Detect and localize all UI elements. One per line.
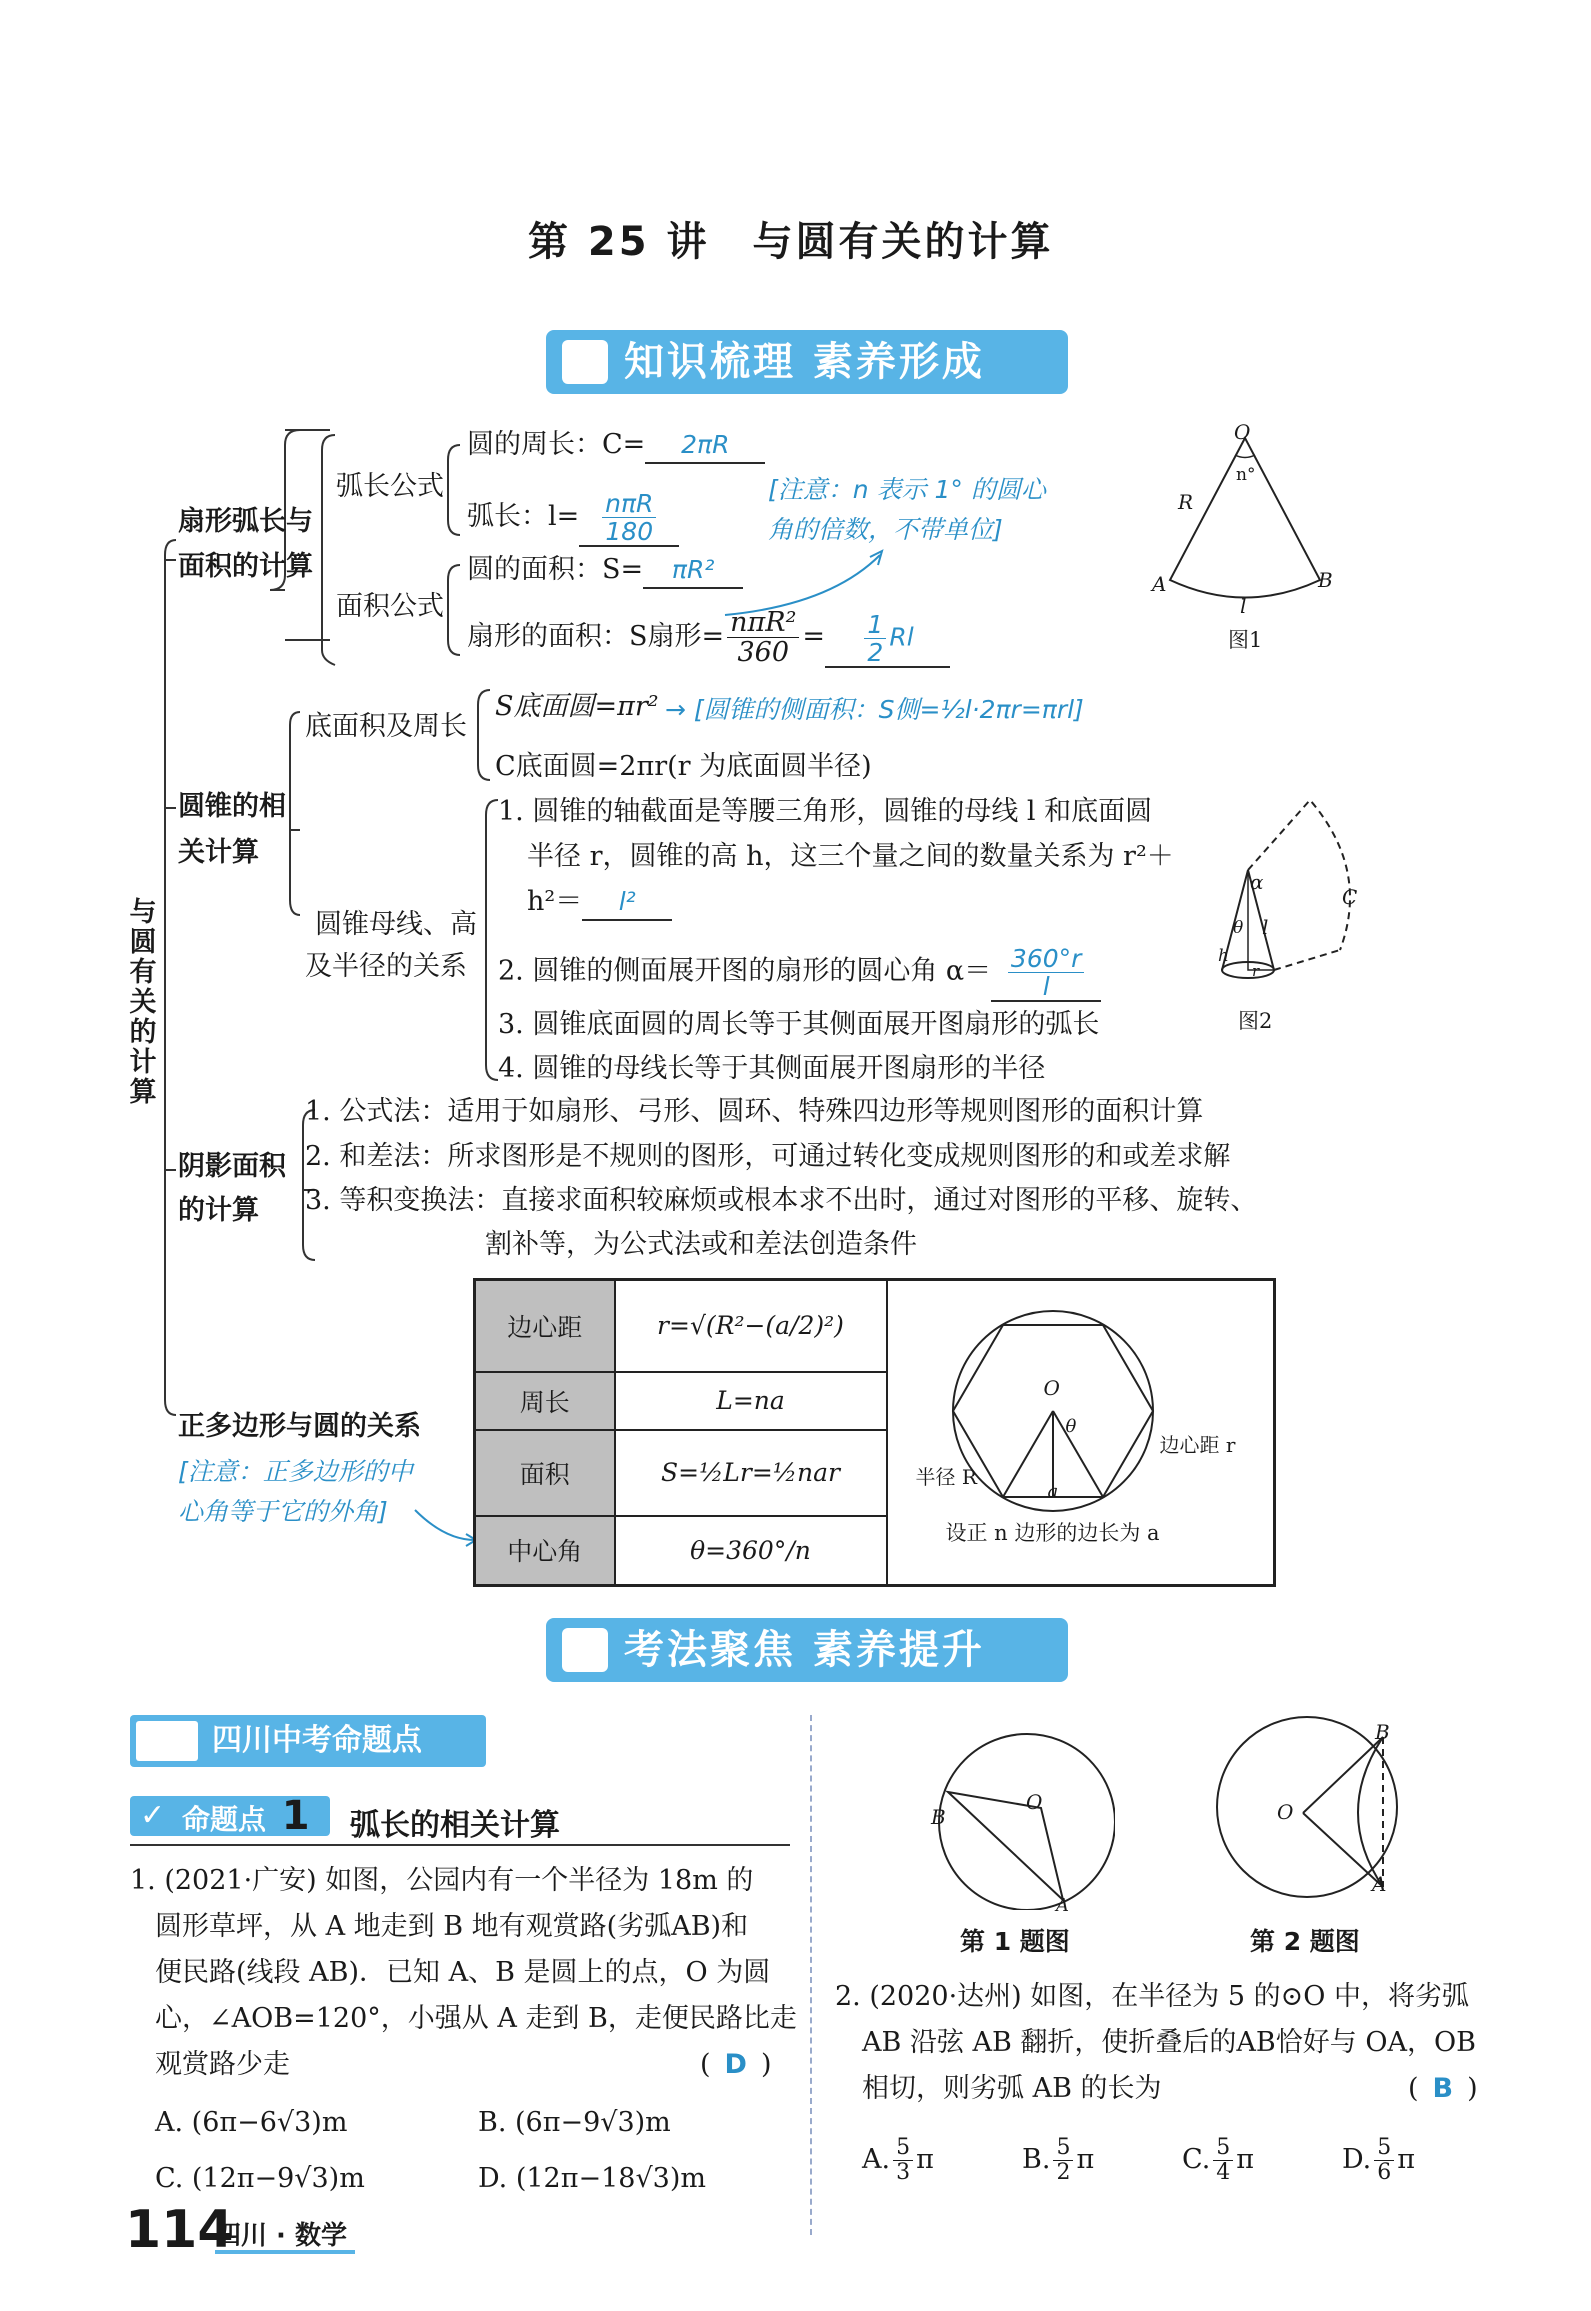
row-central-angle-name: 中心角 <box>475 1516 615 1586</box>
q1-line-3: 便民路(线段 AB)．已知 A、B 是圆上的点，O 为圆 <box>155 1957 771 1988</box>
base-area: S底面圆=πr² <box>495 691 659 722</box>
q1-answer: D <box>724 2049 747 2080</box>
q2-bracket-left: ( <box>1408 2073 1419 2104</box>
fig1-B: B <box>1318 568 1333 592</box>
polygon-note-2: 心角等于它的外角] <box>178 1497 388 1526</box>
sector-den: 360 <box>737 637 790 668</box>
cone-item-2 <box>498 945 1101 1002</box>
proposition-badge <box>130 1793 330 1839</box>
q2-opt-d-tail: π <box>1397 2144 1416 2175</box>
q1-option-a[interactable]: A. (6π−6√3)m <box>155 2107 348 2138</box>
q2-bracket-right: ) <box>1467 2073 1478 2104</box>
shadow-method-2: 2. 和差法：所求图形是不规则的图形，可通过转化变成规则图形的和或差求解 <box>305 1141 1231 1172</box>
poly-fig-theta: θ <box>1065 1416 1077 1437</box>
row-area-name: 面积 <box>475 1430 615 1516</box>
polygon-figure-cell <box>887 1280 1275 1586</box>
page-number: 114 <box>125 2200 234 2260</box>
cone-item-1a: 1. 圆锥的轴截面是等腰三角形，圆锥的母线 l 和底面圆 <box>498 796 1153 827</box>
poly-fig-apothem: 边心距 r <box>1159 1433 1236 1457</box>
q2-answer: B <box>1432 2073 1454 2104</box>
proposition-label: 命题点 <box>182 1803 267 1836</box>
sector-area-text: 扇形的面积：S扇形= <box>467 621 725 652</box>
stairs-icon <box>562 1628 608 1672</box>
sector-heading-2: 面积的计算 <box>178 551 313 582</box>
footer-text: 四川 · 数学 <box>215 2221 347 2251</box>
polygon-heading: 正多边形与圆的关系 <box>178 1411 421 1442</box>
q2-opt-c-tail: π <box>1236 2144 1255 2175</box>
poly-fig-radius: 半径 R <box>915 1465 977 1489</box>
q2-opt-d-label: D. <box>1342 2144 1372 2175</box>
q2-line-2: AB 沿弦 AB 翻折，使折叠后的AB恰好与 OA，OB <box>862 2027 1476 2058</box>
q2-opt-b-tail: π <box>1076 2144 1095 2175</box>
q1-option-b[interactable]: B. (6π−9√3)m <box>478 2107 671 2138</box>
cone-item-4: 4. 圆锥的母线长等于其侧面展开图扇形的半径 <box>498 1053 1046 1084</box>
fig2-r: r <box>1252 962 1260 980</box>
arc-note-1: [注意：n 表示 1° 的圆心 <box>768 475 1046 504</box>
q2-line-3: 相切，则劣弧 AB 的长为 <box>862 2073 1162 2104</box>
fig2-l: l <box>1262 915 1269 939</box>
poly-fig-caption: 设正 n 边形的边长为 a <box>945 1521 1160 1545</box>
q2-opt-d-den: 6 <box>1377 2160 1392 2185</box>
page-title: 第 25 讲 与圆有关的计算 <box>528 219 1054 265</box>
fig1-n: n° <box>1236 465 1256 485</box>
polygon-table <box>473 1278 1276 1587</box>
q2-option-b[interactable] <box>1022 2136 1094 2185</box>
proposition-rule <box>130 1844 790 1846</box>
q1-line-4: 心，∠AOB=120°，小强从 A 走到 B，走便民路比走 <box>155 2003 797 2034</box>
row-perimeter-name: 周长 <box>475 1372 615 1430</box>
circle-area-label <box>467 553 743 589</box>
fig2-h: h <box>1218 946 1229 966</box>
slant-group-1: 圆锥母线、高 <box>315 909 477 940</box>
q2-opt-c-label: C. <box>1182 2144 1211 2175</box>
q2-opt-a-num: 5 <box>893 2136 913 2161</box>
q1-bracket-left: ( <box>700 2049 711 2080</box>
proposition-number: 1 <box>281 1793 310 1839</box>
fig-q2-O: O <box>1277 1800 1294 1824</box>
arc-length-label <box>467 490 679 547</box>
circumference-answer: 2πR <box>645 428 765 464</box>
q2-answer-bracket <box>1408 2072 1478 2106</box>
cone-item-1c <box>527 885 672 921</box>
cone-item-1b: 半径 r，圆锥的高 h，这三个量之间的数量关系为 r²＋ <box>527 841 1174 872</box>
poly-fig-a: a <box>1047 1481 1059 1502</box>
sector-ans-tail: Rl <box>889 622 914 651</box>
q2-opt-b-num: 5 <box>1053 2136 1073 2161</box>
row-perimeter-formula: L=na <box>615 1372 887 1430</box>
fig1-R: R <box>1178 490 1194 514</box>
cone-heading-2: 关计算 <box>178 837 259 868</box>
footer-underline <box>215 2250 355 2254</box>
cone-item-2-text: 2. 圆锥的侧面展开图的扇形的圆心角 α＝ <box>498 955 992 987</box>
row-central-angle-formula: θ=360°/n <box>615 1516 887 1586</box>
column-divider <box>810 1715 812 2235</box>
q1-line-2: 圆形草坪，从 A 地走到 B 地有观赏路(劣弧AB)和 <box>155 1911 749 1942</box>
fig-q1-caption: 第 1 题图 <box>960 1927 1070 1956</box>
fig-q1-A: A <box>1056 1895 1069 1916</box>
q2-option-a[interactable] <box>862 2136 934 2185</box>
fig-q1-B: B <box>931 1805 946 1829</box>
fig-q2-caption: 第 2 题图 <box>1250 1927 1360 1956</box>
sector-heading-1: 扇形弧长与 <box>178 506 313 537</box>
slant-group-2: 及半径的关系 <box>305 951 467 982</box>
cone-item-1-answer: l² <box>582 885 672 921</box>
base-group: 底面积及周长 <box>305 711 467 742</box>
circle-area-answer: πR² <box>643 553 743 589</box>
sector-ans-den: 2 <box>867 637 884 667</box>
q1-bracket-right: ) <box>760 2049 772 2080</box>
cross-arrows-icon <box>136 1721 198 1761</box>
q2-opt-b-label: B. <box>1022 2144 1051 2175</box>
cone-item-1c-text: h²＝ <box>527 886 583 917</box>
area-formula-group: 面积公式 <box>336 591 444 622</box>
q1-line-1: 1. (2021·广安) 如图，公园内有一个半径为 18m 的 <box>130 1865 754 1896</box>
q2-opt-d-num: 5 <box>1374 2136 1394 2161</box>
row-area-formula: S=½Lr=½nar <box>615 1430 887 1516</box>
fig1-caption: 图1 <box>1228 628 1263 652</box>
polygon-note-1: [注意：正多边形的中 <box>178 1457 413 1486</box>
figure-q1 <box>935 1730 1115 1910</box>
shadow-method-1: 1. 公式法：适用于如扇形、弓形、圆环、特殊四边形等规则图形的面积计算 <box>305 1096 1204 1127</box>
q2-opt-c-num: 5 <box>1213 2136 1233 2161</box>
sector-ans-num: 1 <box>864 611 886 639</box>
q2-opt-a-label: A. <box>862 2144 891 2175</box>
q2-opt-a-tail: π <box>916 2144 934 2175</box>
side-label: 与圆有关的计算 <box>129 897 157 1108</box>
cone-heading-1: 圆锥的相 <box>178 791 286 822</box>
circumference-label <box>467 428 765 464</box>
q1-option-c[interactable]: C. (12π−9√3)m <box>155 2163 365 2194</box>
cone-item-2-num: 360°r <box>1008 945 1085 973</box>
row-apothem-formula: r=√(R²−(a/2)²) <box>615 1280 887 1372</box>
section-banner-exam <box>546 1618 1068 1682</box>
fig2-C: C <box>1342 885 1358 909</box>
fig-q2-A: A <box>1372 1872 1387 1896</box>
fig1-O: O <box>1234 420 1251 444</box>
cone-item-2-den: l <box>1042 972 1050 1001</box>
sichuan-tag-text: 四川中考命题点 <box>212 1723 422 1758</box>
cone-item-3: 3. 圆锥底面圆的周长等于其侧面展开图扇形的弧长 <box>498 1009 1100 1040</box>
shadow-heading-1: 阴影面积 <box>178 1151 286 1182</box>
arc-formula-group: 弧长公式 <box>336 471 444 502</box>
row-apothem-name: 边心距 <box>475 1280 615 1372</box>
fig1-l: l <box>1240 594 1247 618</box>
fig2-caption: 图2 <box>1238 1009 1273 1033</box>
banner-text: 知识梳理 素养形成 <box>624 339 985 385</box>
sector-num: nπR² <box>727 608 799 638</box>
circle-area-text: 圆的面积：S= <box>467 554 644 585</box>
q2-line-1: 2. (2020·达州) 如图，在半径为 5 的⊙O 中，将劣弧 <box>835 1981 1469 2012</box>
poly-fig-O: O <box>1043 1376 1060 1400</box>
fig2-theta: θ <box>1233 918 1244 938</box>
sector-area-label <box>467 608 950 668</box>
polygon-note-arrow <box>410 1500 480 1550</box>
base-circumference: C底面圆=2πr(r 为底面圆半径) <box>495 751 872 782</box>
base-note: → [圆锥的侧面积：S侧=½l·2πr=πrl] <box>665 695 1084 724</box>
arc-answer-num: nπR <box>602 490 656 518</box>
q1-answer-bracket <box>700 2048 772 2082</box>
check-icon: ✓ <box>140 1798 166 1833</box>
sector-eq: = <box>802 621 826 652</box>
fig1-A: A <box>1152 572 1167 596</box>
sichuan-tag <box>130 1715 486 1767</box>
figure-1-sector <box>1150 420 1350 650</box>
q2-option-d[interactable] <box>1342 2136 1415 2185</box>
fig2-alpha: α <box>1250 870 1264 894</box>
banner2-text: 考法聚焦 素养提升 <box>624 1627 985 1673</box>
arc-answer-den: 180 <box>605 517 654 546</box>
q2-opt-a-den: 3 <box>896 2160 911 2185</box>
arc-note-2: 角的倍数，不带单位] <box>768 515 1003 544</box>
shadow-method-3a: 3. 等积变换法：直接求面积较麻烦或根本求不出时，通过对图形的平移、旋转、 <box>305 1185 1258 1216</box>
q2-opt-c-den: 4 <box>1216 2160 1231 2185</box>
q2-opt-b-den: 2 <box>1056 2160 1071 2185</box>
q1-line-5: 观赏路少走 <box>155 2049 290 2080</box>
shadow-method-3b: 割补等，为公式法或和差法创造条件 <box>485 1229 917 1260</box>
proposition-title: 弧长的相关计算 <box>350 1808 560 1843</box>
fig-q1-O: O <box>1026 1790 1043 1814</box>
q1-option-d[interactable]: D. (12π−18√3)m <box>478 2163 706 2194</box>
shadow-heading-2: 的计算 <box>178 1195 259 1226</box>
arc-length-text: 弧长：l= <box>467 501 580 532</box>
circumference-text: 圆的周长：C= <box>467 429 646 460</box>
fig-q2-B: B <box>1375 1720 1390 1744</box>
q2-option-c[interactable] <box>1182 2136 1254 2185</box>
